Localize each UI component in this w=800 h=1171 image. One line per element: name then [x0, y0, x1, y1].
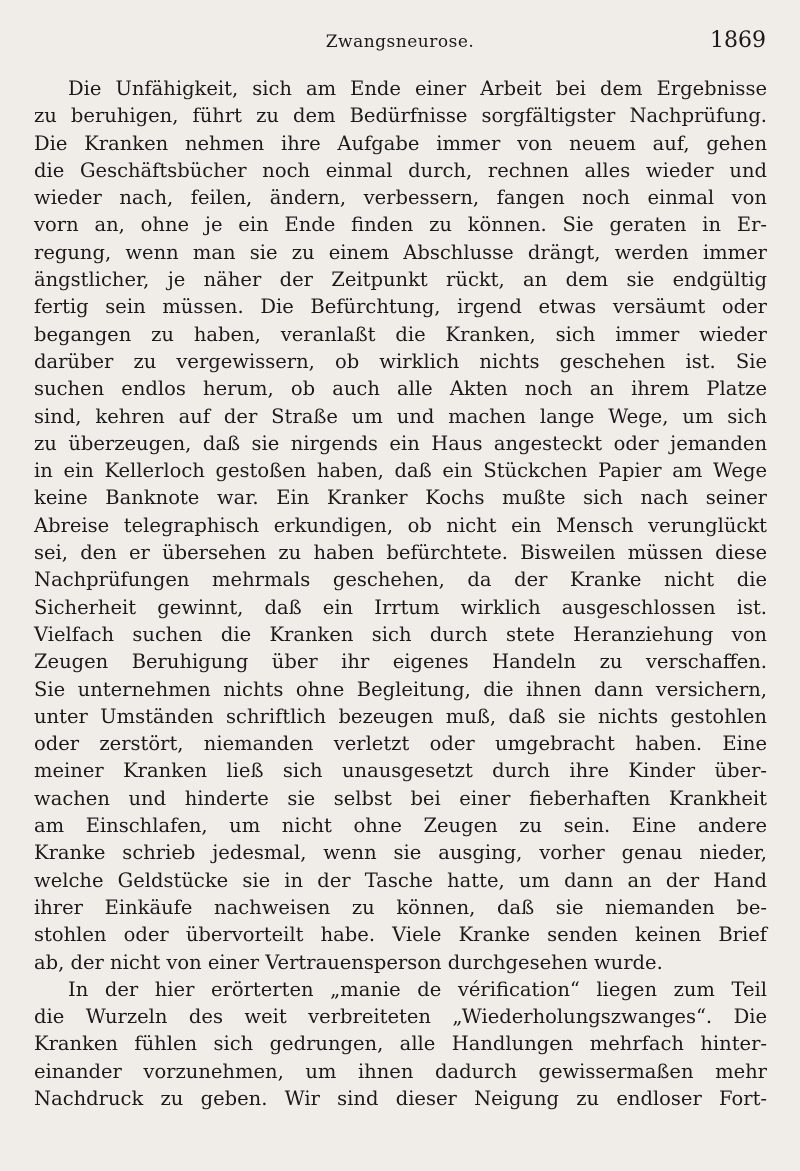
text-line: Kranken fühlen sich gedrungen, alle Handlungen mehrfach hinter- — [34, 1032, 767, 1056]
page-header — [34, 28, 766, 62]
text-line: Nachprüfungen mehrmals geschehen, da der Kranke nicht die — [34, 568, 767, 592]
text-line: Die Kranken nehmen ihre Aufgabe immer von neuem auf, gehen — [34, 131, 767, 155]
text-line: unter Umständen schriftlich bezeugen muß, daß sie nichts gestohlen — [34, 704, 767, 728]
text-line: wieder nach, feilen, ändern, verbessern, fangen noch einmal von — [34, 186, 767, 210]
text-line: sind, kehren auf der Straße um und machen lange Wege, um sich — [34, 404, 767, 428]
text-line: ab, der nicht von einer Vertrauensperson durchgesehen wurde. — [34, 950, 663, 974]
text-line: ihrer Einkäufe nachweisen zu können, daß sie niemanden be- — [34, 895, 767, 919]
text-line: regung, wenn man sie zu einem Abschlusse drängt, werden immer — [34, 240, 767, 264]
text-line: sei, den er übersehen zu haben befürchtete. Bisweilen müssen diese — [34, 541, 767, 565]
text-line: zu beruhigen, führt zu dem Bedürfnisse sorgfältigster Nachprüfung. — [34, 104, 767, 128]
text-line: Die Unfähigkeit, sich am Ende einer Arbeit bei dem Ergebnisse — [68, 77, 767, 100]
page-number: 1869 — [710, 28, 766, 53]
text-line: am Einschlafen, um nicht ohne Zeugen zu sein. Eine andere — [34, 814, 767, 838]
text-line: oder zerstört, niemanden verletzt oder umgebracht haben. Eine — [34, 732, 767, 756]
text-line: ängstlicher, je näher der Zeitpunkt rückt, an dem sie endgültig — [34, 268, 767, 292]
text-line: einander vorzunehmen, um ihnen dadurch gewissermaßen mehr — [34, 1059, 767, 1083]
text-line: die Geschäftsbücher noch einmal durch, rechnen alles wieder und — [34, 158, 767, 182]
text-line: Vielfach suchen die Kranken sich durch stete Heranziehung von — [34, 622, 767, 646]
text-line: Kranke schrieb jedesmal, wenn sie ausging, vorher genau nieder, — [34, 841, 767, 865]
text-line: zu überzeugen, daß sie nirgends ein Haus angesteckt oder jemanden — [34, 431, 767, 455]
text-line: In der hier erörterten „manie de vérification“ liegen zum Teil — [68, 977, 767, 1001]
body-text — [34, 75, 767, 1112]
text-line: darüber zu vergewissern, ob wirklich nichts geschehen ist. Sie — [34, 349, 767, 373]
text-line: Abreise telegraphisch erkundigen, ob nicht ein Mensch verunglückt — [34, 513, 767, 537]
text-line: stohlen oder übervorteilt habe. Viele Kranke senden keinen Brief — [34, 923, 767, 947]
text-line: fertig sein müssen. Die Befürchtung, irgend etwas versäumt oder — [34, 295, 767, 319]
text-line: Nachdruck zu geben. Wir sind dieser Neigung zu endloser Fort- — [34, 1086, 767, 1110]
text-line: keine Banknote war. Ein Kranker Kochs mußte sich nach seiner — [34, 486, 767, 510]
text-line: vorn an, ohne je ein Ende finden zu können. Sie geraten in Er- — [34, 213, 767, 237]
text-line: wachen und hinderte sie selbst bei einer fieberhaften Krankheit — [34, 786, 767, 810]
running-head: Zwangsneurose. — [325, 32, 475, 52]
text-line: Zeugen Beruhigung über ihr eigenes Handeln zu verschaffen. — [34, 650, 767, 674]
text-line: meiner Kranken ließ sich unausgesetzt durch ihre Kinder über- — [34, 759, 767, 783]
text-line: die Wurzeln des weit verbreiteten „Wiederholungszwanges“. Die — [34, 1005, 767, 1029]
text-line: in ein Kellerloch gestoßen haben, daß ein Stückchen Papier am Wege — [34, 459, 767, 483]
text-line: suchen endlos herum, ob auch alle Akten noch an ihrem Platze — [34, 377, 767, 401]
text-line: Sicherheit gewinnt, daß ein Irrtum wirklich ausgeschlossen ist. — [34, 595, 767, 619]
text-line: begangen zu haben, veranlaßt die Kranken, sich immer wieder — [34, 322, 767, 346]
text-line: welche Geldstücke sie in der Tasche hatte, um dann an der Hand — [34, 868, 767, 892]
text-line: Sie unternehmen nichts ohne Begleitung, die ihnen dann versichern, — [34, 677, 767, 701]
